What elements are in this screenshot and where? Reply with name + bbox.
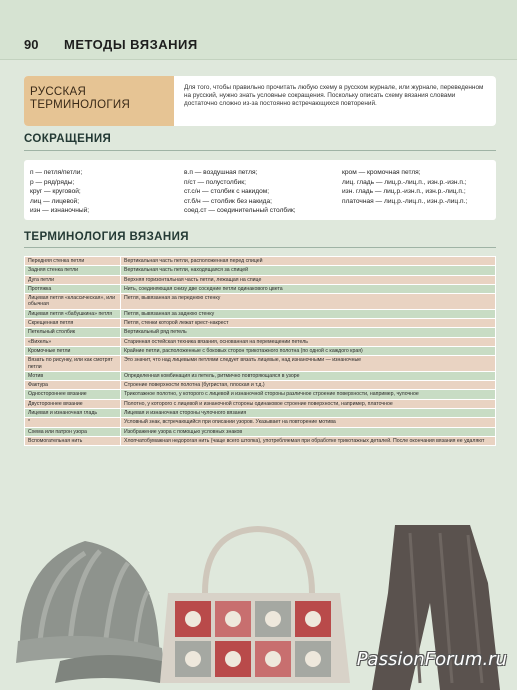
term-cell: Лицевая петля «классическая», или обычная	[25, 294, 121, 310]
abbr-item: кром — кромочная петля;	[342, 169, 421, 176]
table-row	[25, 427, 496, 436]
definition-cell: Условный знак, встречающийся при описании узоров. Указывает на повторение мотива	[121, 418, 496, 427]
abbr-item: лиц — лицевой;	[30, 197, 80, 205]
table-row	[25, 328, 496, 337]
definition-cell: Петля, вывязанная за переднюю стенку	[121, 294, 496, 310]
table-row	[25, 346, 496, 355]
abbreviations-col2	[184, 168, 296, 216]
abbreviations-col3	[342, 168, 467, 206]
term-cell: Фактура	[25, 381, 121, 390]
term-cell: Вязать по рисунку, или как смотрят петли	[25, 356, 121, 372]
abbreviations-title: СОКРАЩЕНИЯ	[24, 133, 112, 145]
abbr-item: р — ряд/ряды;	[30, 178, 75, 186]
definition-cell: Крайние петли, расположенные с боковых сторон трикотажного полотна (по одной с каждого края)	[121, 346, 496, 355]
terminology-table	[24, 256, 496, 446]
table-row	[25, 337, 496, 346]
term-cell: Схема или патрон узора	[25, 427, 121, 436]
knitted-cap-image	[16, 541, 170, 683]
table-row	[25, 266, 496, 275]
table-row	[25, 436, 496, 445]
abbreviations-box	[24, 160, 496, 220]
term-cell: Кромочные петли	[25, 346, 121, 355]
abbreviations-col1	[30, 168, 89, 216]
definition-cell: Вертикальная часть петли, расположенная перед спицей	[121, 257, 496, 266]
definition-cell: Хлопчатобумажная недорогая нить (чаще всего штопка), употребляемая при обработке трикотажных деталей. После окончания вязания ее удаляют	[121, 436, 496, 445]
abbr-item: изн — изнаночный;	[30, 207, 90, 215]
term-cell: Вспомогательная нить	[25, 436, 121, 445]
term-cell: Двустороннее вязание	[25, 399, 121, 408]
term-cell: Передняя стенка петли	[25, 257, 121, 266]
page-title: МЕТОДЫ ВЯЗАНИЯ	[64, 37, 198, 52]
page-header	[0, 0, 517, 60]
term-cell: Лицевая и изнаночная гладь	[25, 409, 121, 418]
table-row	[25, 390, 496, 399]
table-row	[25, 409, 496, 418]
intro-label	[24, 76, 174, 126]
definition-cell: Определенная комбинация из петель, ритмично повторяющаяся в узоре	[121, 371, 496, 380]
definition-cell: Это значит, что над лицевыми петлями следует вязать лицевые, над изнаночными — изнаночные	[121, 356, 496, 372]
term-cell: Задняя стенка петли	[25, 266, 121, 275]
abbr-item: п — петля/петли;	[30, 169, 83, 176]
abbr-item: ст.б/н — столбик без накида;	[184, 197, 273, 205]
watermark-text: PassionForum.ru	[356, 649, 507, 670]
abbr-item: круг — круговой;	[30, 188, 81, 196]
definition-cell: Петля, вывязанная за заднюю стенку	[121, 309, 496, 318]
abbreviations-divider	[24, 150, 496, 151]
abbr-item: соед.ст — соединительный столбик;	[184, 207, 296, 215]
intro-label-line1: РУССКАЯ	[30, 86, 87, 98]
abbr-item: в.п — воздушная петля;	[184, 169, 258, 176]
term-cell: Лицевая петля «бабушкина» петля	[25, 309, 121, 318]
terminology-divider	[24, 247, 496, 248]
terminology-title: ТЕРМИНОЛОГИЯ ВЯЗАНИЯ	[24, 231, 189, 243]
definition-cell: Старинная остейская техника вязания, основанная на перемещении петель	[121, 337, 496, 346]
term-cell: Дуга петли	[25, 275, 121, 284]
definition-cell: Изображение узора с помощью условных знаков	[121, 427, 496, 436]
table-row	[25, 309, 496, 318]
definition-cell: Нить, соединяющая снизу две соседние петли одинакового цвета	[121, 284, 496, 293]
definition-cell: Трикотажное полотно, у которого с лицевой и изнаночной стороны различное строение поверхности, например, чулочное	[121, 390, 496, 399]
term-cell: *	[25, 418, 121, 427]
abbr-item: изн. гладь — лиц.р.-изн.п., изн.р.-лиц.п.;	[342, 188, 466, 196]
definition-cell: Петля, стенки которой лежат крест-накрест	[121, 319, 496, 328]
intro-label-line2: ТЕРМИНОЛОГИЯ	[30, 99, 131, 111]
abbr-item: платочная — лиц.р.-лиц.п., изн.р.-лиц.п.;	[342, 197, 468, 205]
table-row	[25, 319, 496, 328]
crochet-bag-image	[160, 529, 350, 683]
abbr-item: п/ст — полустолбик;	[184, 178, 246, 186]
term-cell: Одностороннее вязание	[25, 390, 121, 399]
page-number: 90	[24, 37, 39, 52]
definition-cell: Лицевая и изнаночная стороны чулочного вязания	[121, 409, 496, 418]
table-row	[25, 371, 496, 380]
table-row	[25, 275, 496, 284]
term-cell: «Вихель»	[25, 337, 121, 346]
term-cell: Петельный столбик	[25, 328, 121, 337]
term-cell: Мотив	[25, 371, 121, 380]
definition-cell: Полотно, у которого с лицевой и изнаночной стороны одинаковое строение поверхности, например, платочное	[121, 399, 496, 408]
table-row	[25, 294, 496, 310]
table-row	[25, 257, 496, 266]
definition-cell: Верхняя горизонтальная часть петли, лежащая на спице	[121, 275, 496, 284]
intro-box	[24, 76, 496, 126]
term-cell: Скрещенная петля	[25, 319, 121, 328]
term-cell: Протяжка	[25, 284, 121, 293]
table-row	[25, 356, 496, 372]
intro-text: Для того, чтобы правильно прочитать любую схему в русском журнале, или журнале, переведенном на русский, нужно знать условные сокращения. Поскольку описать схему вязания словами достаточно сложно из-за постоянно встречающихся повторений.	[184, 84, 484, 107]
definition-cell: Вертикальная часть петли, находящаяся за спицей	[121, 266, 496, 275]
table-row	[25, 418, 496, 427]
definition-cell: Вертикальный ряд петель	[121, 328, 496, 337]
definition-cell: Строение поверхности полотна (бугристая, плоская и т.д.)	[121, 381, 496, 390]
table-row	[25, 284, 496, 293]
table-row	[25, 399, 496, 408]
abbr-item: ст.с/н — столбик с накидом;	[184, 188, 270, 196]
table-row	[25, 381, 496, 390]
abbr-item: лиц. гладь — лиц.р.-лиц.п., изн.р.-изн.п.;	[342, 178, 467, 186]
